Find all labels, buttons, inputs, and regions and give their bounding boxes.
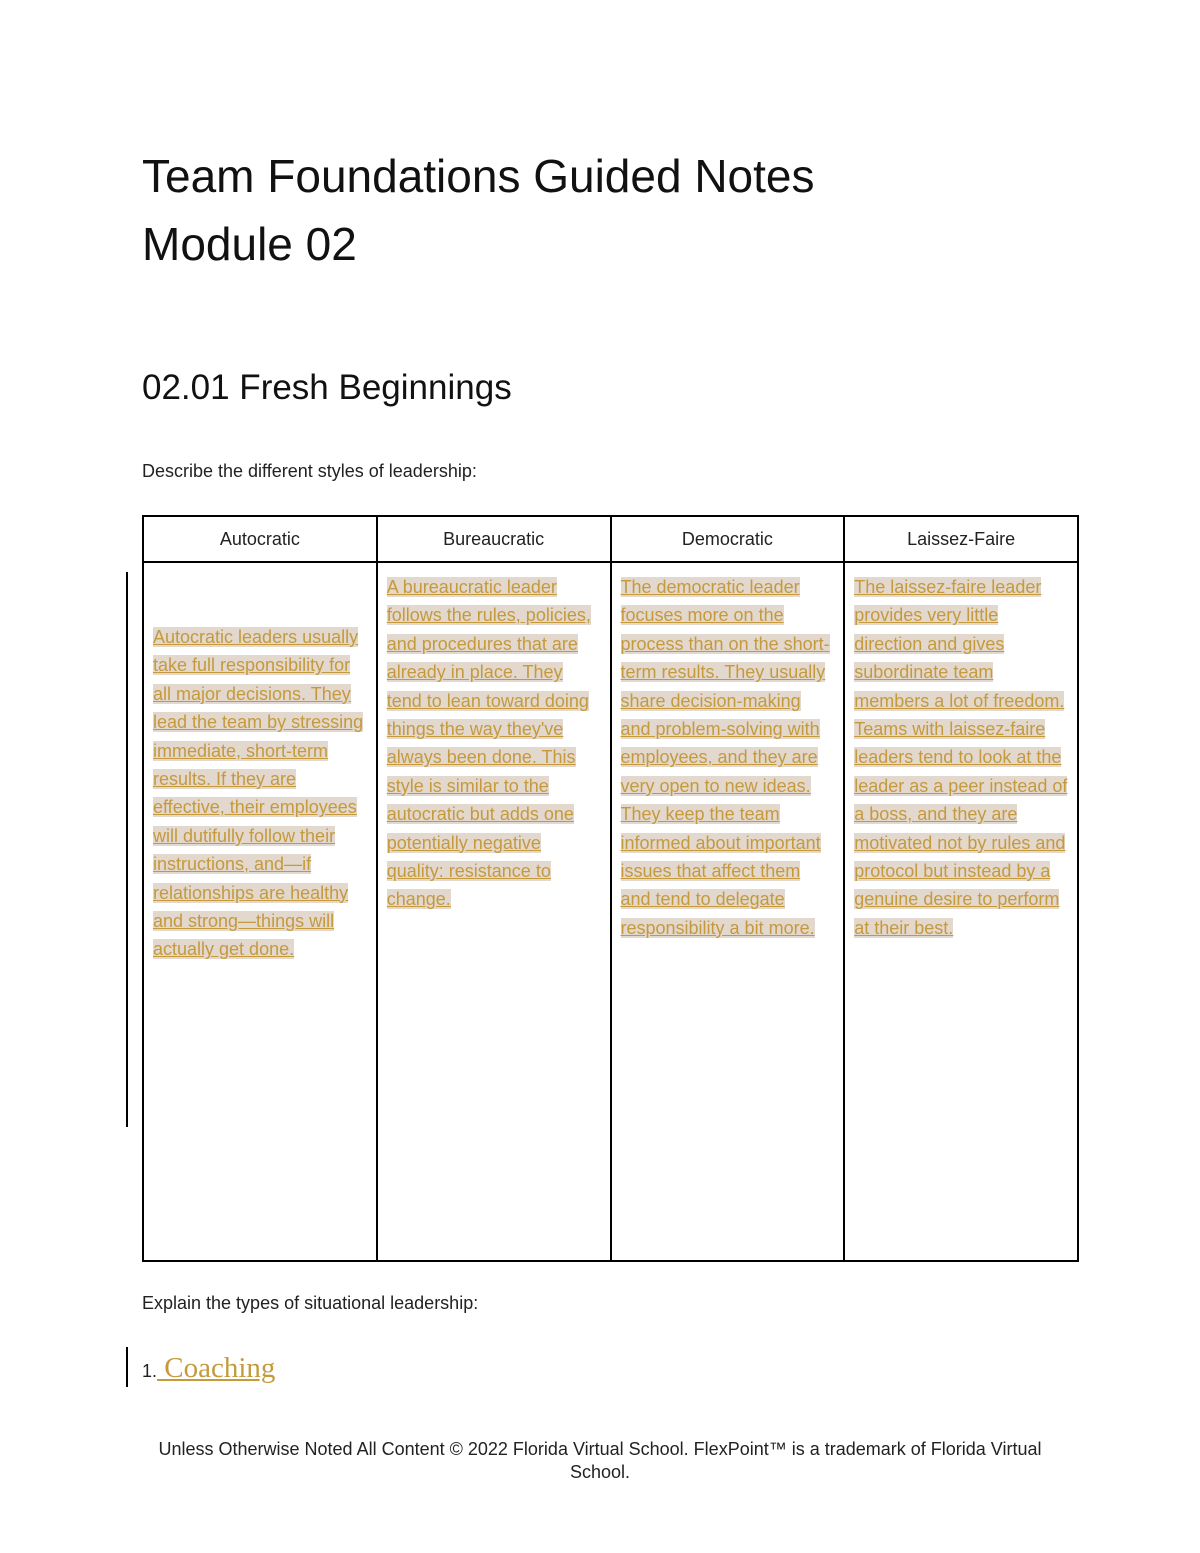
answer-coaching: Coaching bbox=[157, 1352, 276, 1384]
cell-autocratic[interactable] bbox=[143, 562, 377, 1261]
answer-autocratic: Autocratic leaders usually take full responsibility for all major decisions. They lead the team by stressing immediate, short-term results. If they are effective, their employees will dutifully follow their instructions, and—if relationships are healthy and strong—things will actually get done. bbox=[153, 627, 364, 960]
answer-bureaucratic: A bureaucratic leader follows the rules, policies, and procedures that are already in place. They tend to lean toward doing things the way they've always been done. This style is similar to the autocratic but adds one potentially negative quality: resistance to change. bbox=[386, 577, 591, 910]
header-democratic: Democratic bbox=[611, 516, 845, 562]
cell-democratic[interactable] bbox=[611, 562, 845, 1261]
list-item[interactable] bbox=[142, 1350, 275, 1389]
title-line-2: Module 02 bbox=[142, 218, 357, 270]
leadership-styles-prompt: Describe the different styles of leadership: bbox=[142, 461, 477, 481]
header-laissez-faire: Laissez-Faire bbox=[844, 516, 1078, 562]
revision-bar bbox=[126, 1347, 128, 1387]
header-bureaucratic: Bureaucratic bbox=[377, 516, 611, 562]
cell-laissez-faire[interactable] bbox=[844, 562, 1078, 1261]
table-row bbox=[143, 562, 1078, 1261]
document-title bbox=[142, 142, 1102, 278]
answer-democratic: The democratic leader focuses more on the process than on the short-term results. They usually share decision-making and problem-solving with employees, and they are very open to new ideas. They keep the team informed about important issues that affect them and tend to delegate responsibility a bit more. bbox=[620, 577, 830, 938]
leadership-styles-table bbox=[142, 515, 1079, 1262]
title-line-1: Team Foundations Guided Notes bbox=[142, 150, 815, 202]
answer-laissez-faire: The laissez-faire leader provides very little direction and gives subordinate team members a lot of freedom. Teams with laissez-faire leaders tend to look at the leader as a peer instead of a boss, and they are motivated not by rules and protocol but instead by a genuine desire to perform at their best. bbox=[854, 577, 1068, 938]
section-heading: 02.01 Fresh Beginnings bbox=[142, 368, 512, 407]
copyright-footer: Unless Otherwise Noted All Content © 2022 Florida Virtual School. FlexPoint™ is a trademark of Florida Virtual School. bbox=[158, 1439, 1042, 1482]
list-number: 1. bbox=[142, 1361, 158, 1381]
revision-bar bbox=[126, 572, 128, 1127]
situational-leadership-prompt: Explain the types of situational leadership: bbox=[142, 1293, 479, 1313]
cell-bureaucratic[interactable] bbox=[377, 562, 611, 1261]
header-autocratic: Autocratic bbox=[143, 516, 377, 562]
table-header-row bbox=[143, 516, 1078, 562]
